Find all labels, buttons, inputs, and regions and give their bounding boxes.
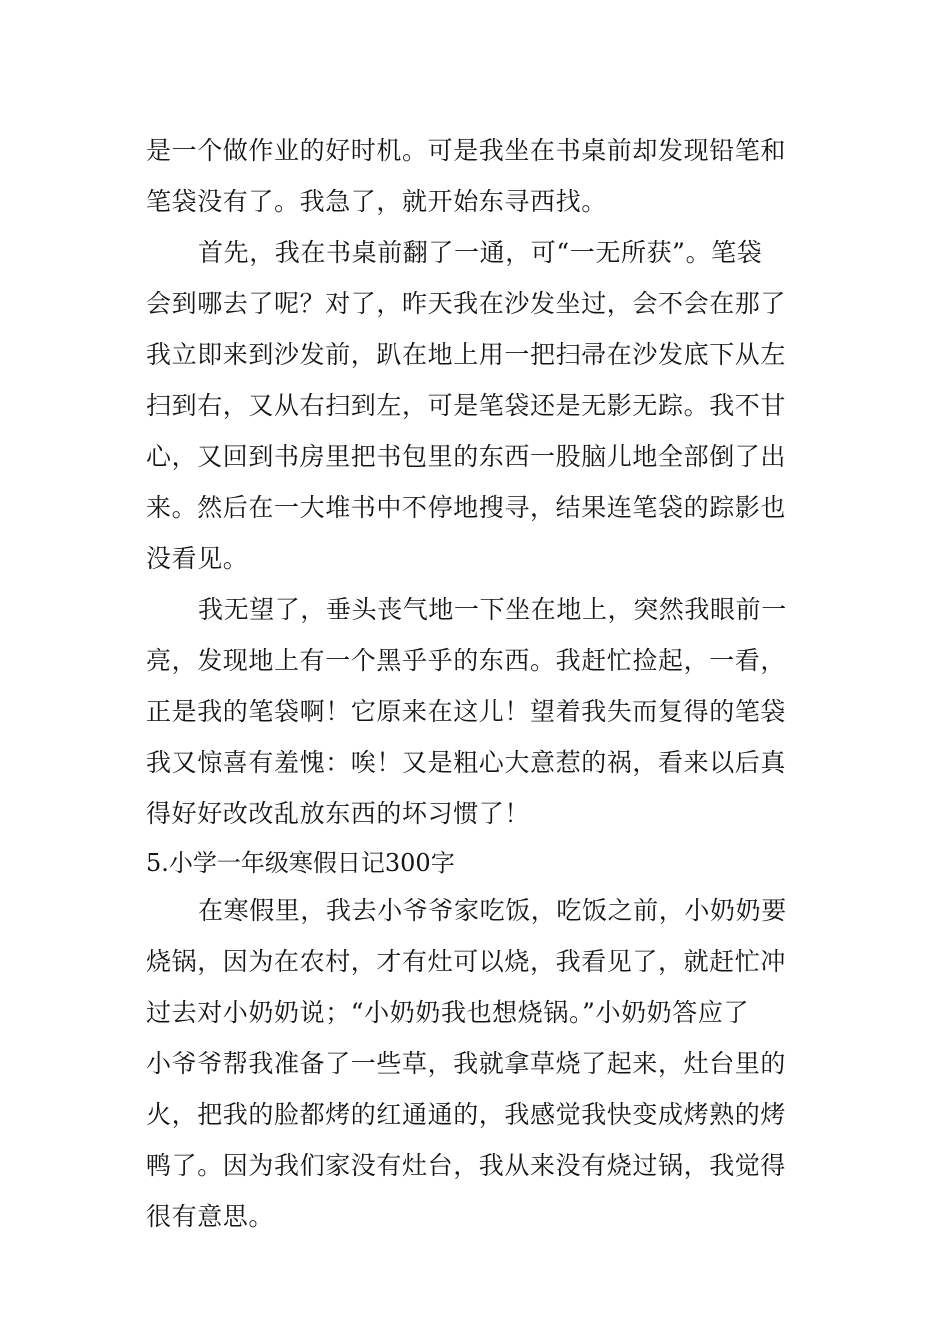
text-line: 正是我的笔袋啊！它原来在这儿！望着我失而复得的笔袋 <box>146 697 787 726</box>
text-line: 笔袋没有了。我急了，就开始东寻西找。 <box>146 187 607 216</box>
paragraph <box>146 125 808 227</box>
text-line: 鸭了。因为我们家没有灶台，我从来没有烧过锅，我觉得 <box>146 1151 787 1180</box>
paragraph <box>146 227 808 584</box>
text-line: 是一个做作业的好时机。可是我坐在书桌前却发现铅笔和 <box>146 136 787 165</box>
text-line: 会到哪去了呢？对了，昨天我在沙发坐过，会不会在那了 <box>146 289 787 318</box>
text-line: 在寒假里，我去小爷爷家吃饭，吃饭之前，小奶奶要 <box>198 896 787 925</box>
document-body <box>146 125 808 1242</box>
section-heading: 5.小学一年级寒假日记300字 <box>146 849 455 877</box>
text-line: 过去对小奶奶说；“小奶奶我也想烧锅。”小奶奶答应了 <box>146 998 750 1027</box>
text-line: 得好好改改乱放东西的坏习惯了！ <box>146 799 531 828</box>
paragraph <box>146 885 808 1242</box>
paragraph <box>146 584 808 839</box>
text-line: 我立即来到沙发前，趴在地上用一把扫帚在沙发底下从左 <box>146 340 787 369</box>
text-line: 烧锅，因为在农村，才有灶可以烧，我看见了，就赶忙冲 <box>146 947 787 976</box>
text-line: 我无望了，垂头丧气地一下坐在地上，突然我眼前一 <box>198 595 787 624</box>
text-line: 来。然后在一大堆书中不停地搜寻，结果连笔袋的踪影也 <box>146 493 787 522</box>
text-line: 小爷爷帮我准备了一些草，我就拿草烧了起来，灶台里的 <box>146 1049 787 1078</box>
text-line: 亮，发现地上有一个黑乎乎的东西。我赶忙捡起，一看， <box>146 646 787 675</box>
text-line: 首先，我在书桌前翻了一通，可“一无所获”。笔袋 <box>198 238 763 267</box>
text-line: 没看见。 <box>146 544 249 573</box>
text-line: 我又惊喜有羞愧：唉！又是粗心大意惹的祸，看来以后真 <box>146 748 787 777</box>
text-line: 火，把我的脸都烤的红通通的，我感觉我快变成烤熟的烤 <box>146 1100 787 1129</box>
text-line: 扫到右，又从右扫到左，可是笔袋还是无影无踪。我不甘 <box>146 391 787 420</box>
text-line: 心，又回到书房里把书包里的东西一股脑儿地全部倒了出 <box>146 442 787 471</box>
text-line: 很有意思。 <box>146 1202 275 1231</box>
